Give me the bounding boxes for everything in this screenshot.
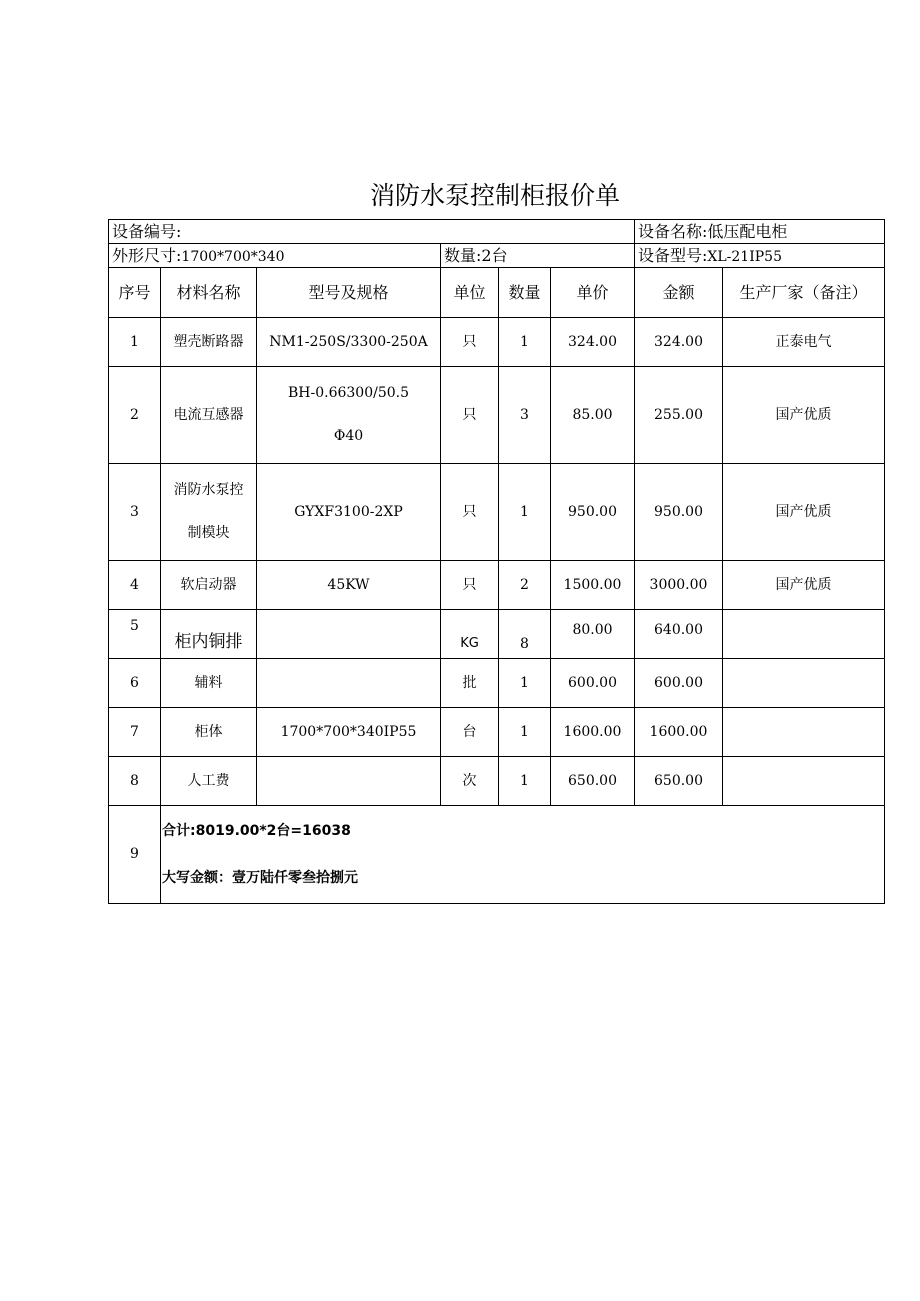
cell-no: 3 xyxy=(109,464,161,561)
header-amount: 金额 xyxy=(635,268,723,318)
info-row-2 xyxy=(109,244,885,268)
cell-maker: 国产优质 xyxy=(723,367,885,464)
cell-qty: 2 xyxy=(499,561,551,610)
header-name: 材料名称 xyxy=(161,268,257,318)
cell-unit: 只 xyxy=(441,464,499,561)
cell-name-text: 柜内铜排 xyxy=(174,631,243,652)
header-no: 序号 xyxy=(109,268,161,318)
header-qty: 数量 xyxy=(499,268,551,318)
cell-unit: 台 xyxy=(441,708,499,757)
cell-name: 辅料 xyxy=(161,659,257,708)
cell-spec-line2: Φ40 xyxy=(333,428,364,444)
cell-qty xyxy=(499,610,551,659)
model-label: 设备型号: xyxy=(638,245,708,265)
cell-qty: 1 xyxy=(499,464,551,561)
cell-price: 950.00 xyxy=(551,464,635,561)
table-row xyxy=(109,367,885,464)
page-title: 消防水泵控制柜报价单 xyxy=(369,181,620,210)
cell-no: 6 xyxy=(109,659,161,708)
cell-no: 2 xyxy=(109,367,161,464)
cell-price: 324.00 xyxy=(551,318,635,367)
total-row xyxy=(109,806,885,904)
cell-no: 7 xyxy=(109,708,161,757)
table-row xyxy=(109,464,885,561)
header-row xyxy=(109,268,885,318)
cell-amount: 600.00 xyxy=(635,659,723,708)
cell-amount: 324.00 xyxy=(635,318,723,367)
cell-price: 600.00 xyxy=(551,659,635,708)
cell-no: 1 xyxy=(109,318,161,367)
model-cell xyxy=(635,244,885,268)
cell-spec: GYXF3100-2XP xyxy=(257,464,441,561)
cell-price: 650.00 xyxy=(551,757,635,806)
size-label: 外形尺寸: xyxy=(112,245,182,265)
cell-unit: 次 xyxy=(441,757,499,806)
cell-amount: 255.00 xyxy=(635,367,723,464)
total-cell xyxy=(161,806,885,904)
header-price: 单价 xyxy=(551,268,635,318)
cell-maker xyxy=(723,757,885,806)
size-cell xyxy=(109,244,441,268)
cell-name: 柜体 xyxy=(161,708,257,757)
cell-name: 塑壳断路器 xyxy=(161,318,257,367)
cell-amount: 650.00 xyxy=(635,757,723,806)
table-row xyxy=(109,561,885,610)
cell-unit: 只 xyxy=(441,318,499,367)
cell-name-line2: 制模块 xyxy=(187,525,230,541)
cell-maker xyxy=(723,708,885,757)
cell-spec: 45KW xyxy=(257,561,441,610)
header-spec: 型号及规格 xyxy=(257,268,441,318)
device-name-value: 低压配电柜 xyxy=(707,221,788,241)
device-no-label: 设备编号: xyxy=(112,221,182,241)
cell-price: 1600.00 xyxy=(551,708,635,757)
cell-spec-line1: BH-0.66300/50.5 xyxy=(287,385,409,402)
cell-no: 5 xyxy=(109,610,161,659)
cell-price: 85.00 xyxy=(551,367,635,464)
device-name-label: 设备名称: xyxy=(638,221,708,241)
cell-qty: 3 xyxy=(499,367,551,464)
cell-amount: 950.00 xyxy=(635,464,723,561)
cell-maker: 国产优质 xyxy=(723,561,885,610)
qty-value: 2台 xyxy=(481,245,508,265)
table-row xyxy=(109,659,885,708)
cell-spec xyxy=(257,367,441,464)
cell-qty: 1 xyxy=(499,659,551,708)
cell-no: 9 xyxy=(109,806,161,904)
table-row xyxy=(109,610,885,659)
table-row xyxy=(109,757,885,806)
cell-unit: 只 xyxy=(441,561,499,610)
cell-spec xyxy=(257,610,441,659)
size-value: 1700*700*340 xyxy=(181,248,285,265)
device-no-cell xyxy=(109,220,635,244)
cell-unit: 批 xyxy=(441,659,499,708)
header-unit: 单位 xyxy=(441,268,499,318)
cell-price: 1500.00 xyxy=(551,561,635,610)
info-row-1 xyxy=(109,220,885,244)
cell-spec: 1700*700*340IP55 xyxy=(257,708,441,757)
cell-unit-text: KG xyxy=(460,636,479,652)
cell-maker xyxy=(723,659,885,708)
cell-qty: 1 xyxy=(499,318,551,367)
cell-name: 软启动器 xyxy=(161,561,257,610)
qty-label: 数量: xyxy=(444,245,482,265)
cell-qty-text: 8 xyxy=(520,635,529,652)
cell-maker: 正泰电气 xyxy=(723,318,885,367)
cell-price xyxy=(551,610,635,659)
cell-unit: 只 xyxy=(441,367,499,464)
table-row xyxy=(109,708,885,757)
total-sum: 合计:8019.00*2台=16038 xyxy=(162,822,351,839)
table-row xyxy=(109,318,885,367)
cell-name xyxy=(161,464,257,561)
cell-spec: NM1-250S/3300-250A xyxy=(257,318,441,367)
cell-spec xyxy=(257,757,441,806)
cell-amount-text: 640.00 xyxy=(654,621,703,638)
cell-maker: 国产优质 xyxy=(723,464,885,561)
cell-qty: 1 xyxy=(499,708,551,757)
cell-spec xyxy=(257,659,441,708)
quote-table xyxy=(108,219,885,904)
header-maker: 生产厂家（备注） xyxy=(723,268,885,318)
total-capital: 大写金额：壹万陆仟零叁拾捌元 xyxy=(162,869,358,886)
cell-maker xyxy=(723,610,885,659)
cell-amount: 1600.00 xyxy=(635,708,723,757)
cell-qty: 1 xyxy=(499,757,551,806)
cell-unit xyxy=(441,610,499,659)
cell-name: 人工费 xyxy=(161,757,257,806)
cell-price-text: 80.00 xyxy=(572,621,613,638)
cell-amount: 3000.00 xyxy=(635,561,723,610)
cell-no: 4 xyxy=(109,561,161,610)
cell-amount xyxy=(635,610,723,659)
qty-cell xyxy=(441,244,635,268)
cell-name: 电流互感器 xyxy=(161,367,257,464)
model-value: XL-21IP55 xyxy=(707,248,782,265)
cell-no: 8 xyxy=(109,757,161,806)
cell-name-line1: 消防水泵控 xyxy=(173,482,244,499)
device-name-cell xyxy=(635,220,885,244)
cell-name xyxy=(161,610,257,659)
